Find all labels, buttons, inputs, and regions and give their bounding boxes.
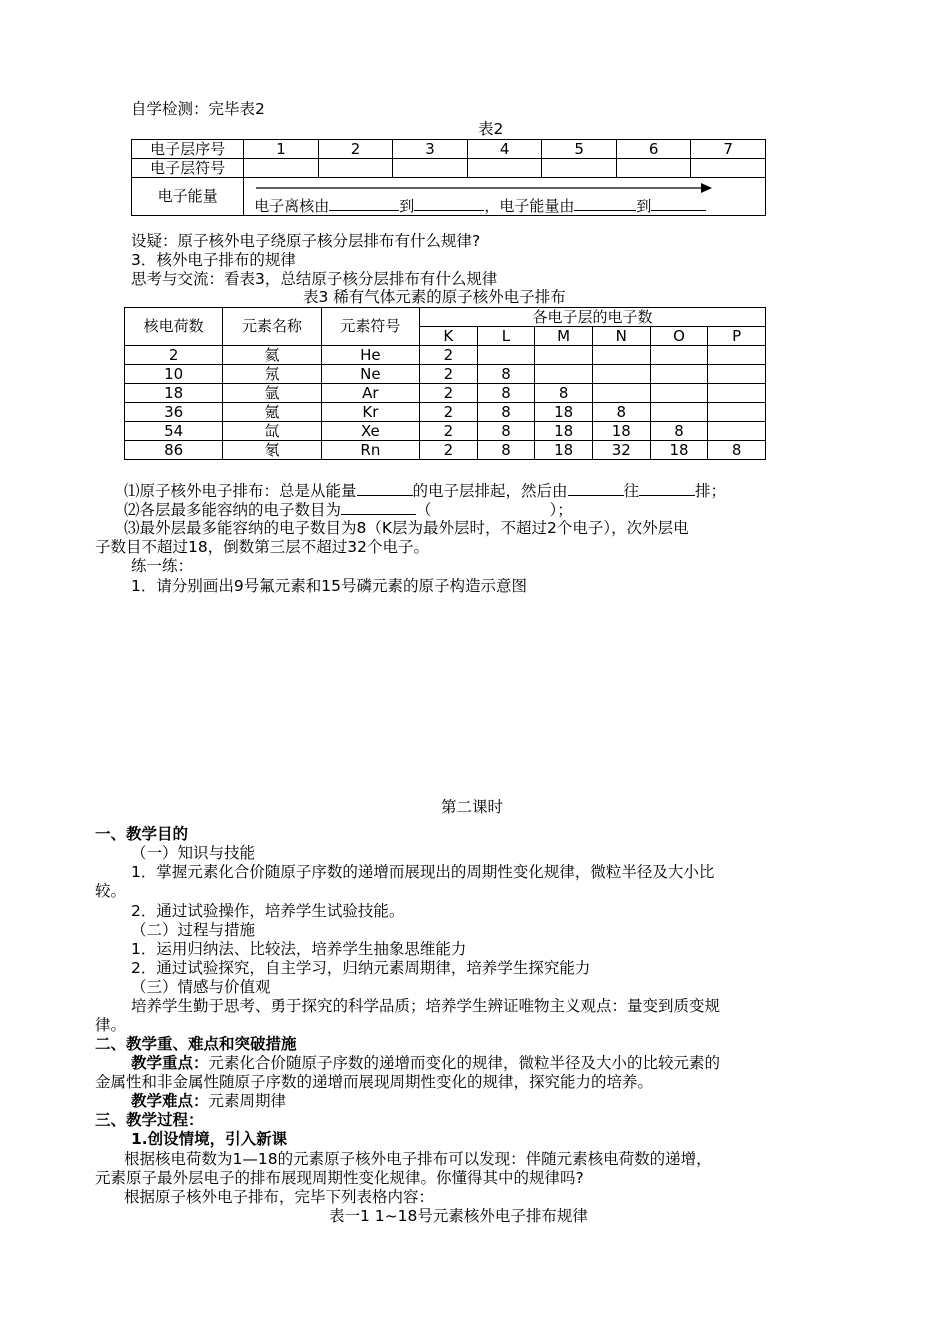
- think-line: 思考与交流：看表3，总结原子核分层排布有什么规律: [131, 270, 498, 288]
- table-cell: 18: [535, 422, 593, 441]
- practice-question: 1．请分别画出9号氟元素和15号磷元素的原子构造示意图: [131, 577, 527, 595]
- table-cell: 2: [420, 403, 478, 422]
- text-line: 元素原子最外层电子的排布展现周期性变化规律。你懂得其中的规律吗?: [95, 1169, 584, 1187]
- table-cell: 8: [477, 441, 535, 460]
- table2-cell: [467, 159, 542, 178]
- table-cell: 氩: [223, 384, 321, 403]
- table2-cell: [691, 159, 766, 178]
- table-cell: [650, 346, 708, 365]
- table2-row-label: 电子层序号: [132, 140, 244, 159]
- table3: [124, 307, 766, 460]
- rule-text: ⑵各层最多能容纳的电子数目为: [124, 501, 342, 519]
- table-cell: 2: [125, 346, 223, 365]
- table-cell: 氙: [223, 422, 321, 441]
- section-heading: 3．核外电子排布的规律: [131, 251, 296, 269]
- practice-heading: 练一练：: [131, 557, 194, 575]
- table-cell: Rn: [321, 441, 419, 460]
- table-caption: 表一1 1~18号元素核外电子排布规律: [329, 1207, 588, 1225]
- table3-shell-header: L: [477, 327, 535, 346]
- table2: [131, 139, 766, 216]
- blank: [329, 196, 399, 211]
- table-cell: 2: [420, 441, 478, 460]
- difficulty-label: 教学难点：: [131, 1092, 209, 1110]
- table2-cell: 7: [691, 140, 766, 159]
- table3-header: 元素符号: [321, 308, 419, 346]
- text-line: 1．掌握元素化合价随原子序数的递增而展现出的周期性变化规律，微粒半径及大小比: [131, 863, 715, 881]
- table3-shell-header: O: [650, 327, 708, 346]
- table3-shell-header: P: [708, 327, 766, 346]
- subsection-heading: （三）情感与价值观: [131, 978, 271, 996]
- text-line: 根据原子核外电子排布，完毕下列表格内容：: [124, 1188, 435, 1206]
- blank: [414, 196, 484, 211]
- key-points-line: [131, 1054, 720, 1073]
- rule-text: 往: [623, 482, 640, 500]
- table2-row-label: 电子能量: [132, 178, 244, 216]
- table2-cell: [542, 159, 617, 178]
- table-cell: 18: [535, 441, 593, 460]
- energy-text: 到: [399, 197, 415, 215]
- subsection-heading: （二）过程与措施: [131, 921, 256, 939]
- table-cell: 32: [592, 441, 650, 460]
- table2-cell: 4: [467, 140, 542, 159]
- table2-cell: 5: [542, 140, 617, 159]
- table-cell: 氦: [223, 346, 321, 365]
- table-cell: [592, 365, 650, 384]
- subsection-heading: （一）知识与技能: [131, 844, 256, 862]
- question-line: 设疑：原子核外电子绕原子核分层排布有什么规律?: [131, 232, 481, 250]
- table3-shell-header: M: [535, 327, 593, 346]
- table2-row-label: 电子层符号: [132, 159, 244, 178]
- table-cell: 10: [125, 365, 223, 384]
- table-cell: 8: [477, 365, 535, 384]
- table-cell: 2: [420, 365, 478, 384]
- rule-1: [124, 481, 726, 501]
- table-row: [125, 365, 766, 384]
- self-check-heading: 自学检测：完毕表2: [131, 100, 265, 118]
- section-heading: 二、教学重、难点和突破措施: [95, 1035, 297, 1053]
- table-cell: 18: [592, 422, 650, 441]
- text-line: 元素周期律: [208, 1092, 287, 1110]
- rule-3-line1: ⑶最外层最多能容纳的电子数目为8（K层为最外层时，不超过2个电子），次外层电: [124, 519, 689, 537]
- subsection-heading: 1.创设情境，引入新课: [131, 1130, 288, 1148]
- table3-body: [125, 346, 766, 460]
- table-cell: Kr: [321, 403, 419, 422]
- table3-shell-header: N: [592, 327, 650, 346]
- table-cell: Ne: [321, 365, 419, 384]
- table-cell: 8: [535, 384, 593, 403]
- table2-cell: [393, 159, 468, 178]
- table-cell: [535, 365, 593, 384]
- table-cell: [592, 384, 650, 403]
- table-cell: 18: [125, 384, 223, 403]
- table-cell: [650, 403, 708, 422]
- table-cell: [650, 365, 708, 384]
- table-cell: [650, 384, 708, 403]
- blank: [574, 196, 636, 211]
- section-heading: 一、教学目的: [95, 825, 189, 843]
- table-cell: 2: [420, 422, 478, 441]
- table-cell: [708, 403, 766, 422]
- table-cell: 8: [708, 441, 766, 460]
- table-row: [125, 422, 766, 441]
- table-cell: [477, 346, 535, 365]
- energy-text: 电子离核由: [254, 197, 330, 215]
- blank: [639, 481, 695, 496]
- table2-cell: 6: [616, 140, 691, 159]
- table-row: [125, 384, 766, 403]
- energy-cell: [244, 178, 766, 216]
- section-heading: 三、教学过程：: [95, 1111, 204, 1129]
- text-line: 较。: [95, 882, 127, 900]
- text-line: 培养学生勤于思考、勇于探究的科学品质；培养学生辨证唯物主义观点：量变到质变规: [131, 997, 721, 1015]
- table-cell: 氪: [223, 403, 321, 422]
- text-line: 元素化合价随原子序数的递增而变化的规律，微粒半径及大小的比较元素的: [208, 1054, 721, 1072]
- table-cell: 氖: [223, 365, 321, 384]
- table2-cell: [244, 159, 319, 178]
- lesson-title: 第二课时: [441, 798, 504, 816]
- table-cell: [708, 384, 766, 403]
- energy-sentence: [254, 196, 706, 215]
- table-row: [125, 403, 766, 422]
- rule-text: （: [416, 501, 432, 519]
- energy-text: 到: [636, 197, 652, 215]
- table2-cell: 1: [244, 140, 319, 159]
- blank: [357, 481, 413, 496]
- table-cell: 8: [650, 422, 708, 441]
- text-line: 金属性和非金属性随原子序数的递增而展现周期性变化的规律，探究能力的培养。: [95, 1073, 654, 1091]
- table-cell: [708, 346, 766, 365]
- blank: [341, 500, 416, 515]
- table-cell: 2: [420, 384, 478, 403]
- rule-text: ⑴原子核外电子排布：总是从能量: [124, 482, 357, 500]
- table3-header: 核电荷数: [125, 308, 223, 346]
- table3-header: 各电子层的电子数: [420, 308, 766, 327]
- text-line: 根据核电荷数为1—18的元素原子核外电子排布可以发现：伴随元素核电荷数的递增，: [124, 1150, 712, 1168]
- table-cell: 8: [477, 403, 535, 422]
- difficulty-line: [131, 1092, 286, 1111]
- rule-text: 排；: [695, 482, 727, 500]
- rule-2: [124, 500, 573, 520]
- table-cell: 8: [477, 422, 535, 441]
- blank: [568, 481, 624, 496]
- text-line: 2．通过试验操作，培养学生试验技能。: [131, 902, 405, 920]
- rule-3-line2: 子数目不超过18，倒数第三层不超过32个电子。: [95, 538, 429, 556]
- text-line: 1．运用归纳法、比较法，培养学生抽象思维能力: [131, 940, 467, 958]
- table3-header: 元素名称: [223, 308, 321, 346]
- table-cell: 18: [650, 441, 708, 460]
- arrow-right-icon: [256, 182, 712, 194]
- rule-text: 的电子层排起，然后由: [412, 482, 568, 500]
- text-line: 2．通过试验探究，自主学习，归纳元素周期律，培养学生探究能力: [131, 959, 591, 977]
- table-cell: He: [321, 346, 419, 365]
- table-row: [125, 441, 766, 460]
- table-row: [125, 346, 766, 365]
- text-line: 律。: [95, 1016, 127, 1034]
- table-cell: Ar: [321, 384, 419, 403]
- table-cell: 54: [125, 422, 223, 441]
- table-cell: 18: [535, 403, 593, 422]
- table-cell: [592, 346, 650, 365]
- table-cell: Xe: [321, 422, 419, 441]
- key-points-label: 教学重点：: [131, 1054, 209, 1072]
- table2-caption: 表2: [478, 120, 504, 138]
- table2-cell: 3: [393, 140, 468, 159]
- table-cell: [708, 422, 766, 441]
- blank: [651, 196, 706, 211]
- rule-text: ）；: [549, 501, 573, 519]
- table2-cell: 2: [318, 140, 393, 159]
- table-cell: [535, 346, 593, 365]
- table3-shell-header: K: [420, 327, 478, 346]
- table-cell: 氡: [223, 441, 321, 460]
- table2-cell: [318, 159, 393, 178]
- table2-cell: [616, 159, 691, 178]
- table-cell: 36: [125, 403, 223, 422]
- table-cell: 8: [477, 384, 535, 403]
- table-cell: 8: [592, 403, 650, 422]
- table-cell: 86: [125, 441, 223, 460]
- table-cell: [708, 365, 766, 384]
- table3-caption: 表3 稀有气体元素的原子核外电子排布: [303, 288, 566, 306]
- energy-text: ，电子能量由: [484, 197, 575, 215]
- table-cell: 2: [420, 346, 478, 365]
